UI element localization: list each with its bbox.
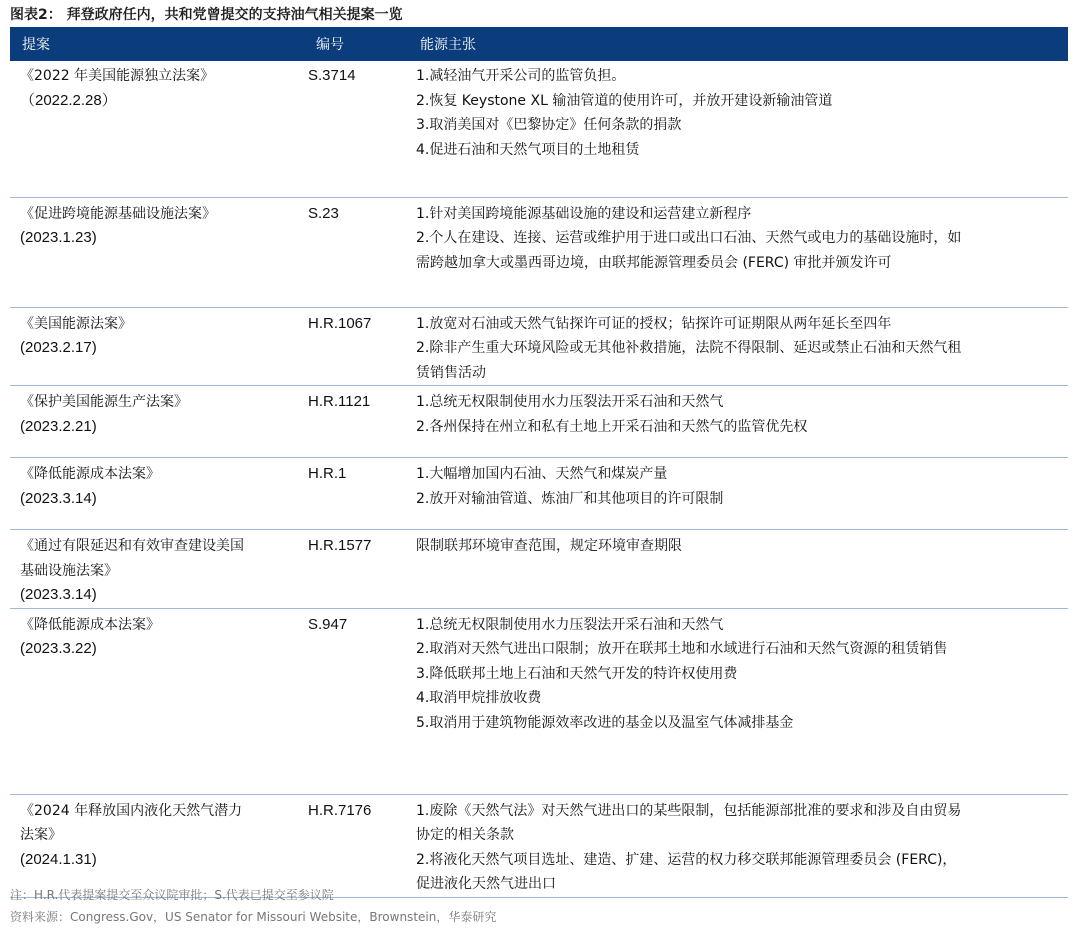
proposal-date: （2022.2.28） [20, 91, 117, 109]
proposal-cell [10, 458, 304, 530]
proposals-table [10, 27, 1068, 898]
energy-stance-line: 1.大幅增加国内石油、天然气和煤炭产量 [416, 466, 668, 482]
energy-stance-line: 协定的相关条款 [416, 827, 514, 843]
table-body [10, 61, 1068, 897]
footnotes [10, 884, 496, 928]
table-row [10, 386, 1068, 458]
bill-number: H.R.1067 [304, 307, 408, 386]
energy-stance-line: 5.取消用于建筑物能源效率改进的基金以及温室气体减排基金 [416, 714, 794, 731]
proposal-cell [10, 794, 304, 897]
note-text: 注：H.R.代表提案提交至众议院审批；S.代表已提交至参议院 [10, 888, 334, 902]
energy-stance-line: 赁销售活动 [416, 364, 486, 381]
proposal-name-line: 《美国能源法案》 [20, 315, 132, 332]
proposal-date: (2023.2.17) [20, 339, 97, 356]
energy-stance-line: 需跨越加拿大或墨西哥边境，由联邦能源管理委员会 (FERC) 审批并颁发许可 [416, 254, 892, 271]
proposal-cell [10, 608, 304, 794]
energy-stance-cell [408, 458, 1068, 530]
bill-number: H.R.1 [304, 458, 408, 530]
proposal-name-line: 《2024 年释放国内液化天然气潜力 [20, 802, 243, 819]
proposal-cell [10, 197, 304, 307]
proposal-name-line: 《促进跨境能源基础设施法案》 [20, 205, 216, 222]
proposal-date: (2023.1.23) [20, 229, 97, 246]
proposal-name-line: 基础设施法案》 [20, 562, 118, 579]
energy-stance-line: 1.减轻油气开采公司的监管负担。 [416, 68, 626, 84]
energy-stance-cell [408, 197, 1068, 307]
energy-stance-line: 促进液化天然气进出口 [416, 876, 556, 892]
energy-stance-line: 2.放开对输油管道、炼油厂和其他项目的许可限制 [416, 490, 724, 507]
energy-stance-line: 2.将液化天然气项目选址、建造、扩建、运营的权力移交联邦能源管理委员会 (FERC)， [416, 851, 957, 868]
bill-number: S.23 [304, 197, 408, 307]
energy-stance-line: 2.个人在建设、连接、运营或维护用于进口或出口石油、天然气或电力的基础设施时，如 [416, 230, 962, 246]
energy-stance-line: 2.除非产生重大环境风险或无其他补救措施，法院不得限制、延迟或禁止石油和天然气租 [416, 340, 962, 356]
energy-stance-line: 1.放宽对石油或天然气钻探许可证的授权；钻探许可证期限从两年延长至四年 [416, 315, 892, 332]
column-header-number: 编号 [304, 27, 408, 61]
proposal-date: (2023.3.14) [20, 586, 97, 603]
energy-stance-line: 3.取消美国对《巴黎协定》任何条款的捐款 [416, 117, 682, 133]
bill-number: H.R.1577 [304, 530, 408, 609]
proposal-cell [10, 61, 304, 197]
proposal-cell [10, 530, 304, 609]
table-row [10, 458, 1068, 530]
energy-stance-line: 3.降低联邦土地上石油和天然气开发的特许权使用费 [416, 665, 738, 682]
bill-number: H.R.7176 [304, 794, 408, 897]
proposal-name-line: 《降低能源成本法案》 [20, 466, 160, 482]
energy-stance-cell [408, 608, 1068, 794]
figure-title: 图表2： 拜登政府任内，共和党曾提交的支持油气相关提案一览 [10, 7, 403, 23]
proposal-name-line: 《通过有限延迟和有效审查建设美国 [20, 538, 244, 554]
energy-stance-cell [408, 307, 1068, 386]
proposal-date: (2023.3.22) [20, 640, 97, 657]
table-row [10, 530, 1068, 609]
energy-stance-cell [408, 530, 1068, 609]
proposal-date: (2023.2.21) [20, 417, 97, 435]
proposal-name-line: 《保护美国能源生产法案》 [20, 394, 188, 410]
energy-stance-line: 4.促进石油和天然气项目的土地租赁 [416, 141, 640, 158]
table-row [10, 61, 1068, 197]
energy-stance-line: 2.各州保持在州立和私有土地上开采石油和天然气的监管优先权 [416, 418, 808, 435]
bill-number: S.947 [304, 608, 408, 794]
bill-number: S.3714 [304, 61, 408, 197]
energy-stance-cell [408, 61, 1068, 197]
table-row [10, 307, 1068, 386]
column-header-proposal: 提案 [10, 27, 304, 61]
energy-stance-line: 4.取消甲烷排放收费 [416, 690, 542, 706]
proposal-name-line: 《降低能源成本法案》 [20, 616, 160, 633]
table-row [10, 608, 1068, 794]
energy-stance-line: 1.总统无权限制使用水力压裂法开采石油和天然气 [416, 394, 724, 410]
energy-stance-cell [408, 794, 1068, 897]
energy-stance-line: 2.恢复 Keystone XL 输油管道的使用许可，并放开建设新输油管道 [416, 92, 833, 109]
proposal-name-line: 法案》 [20, 827, 62, 843]
energy-stance-line: 限制联邦环境审查范围，规定环境审查期限 [416, 538, 682, 554]
energy-stance-cell [408, 386, 1068, 458]
proposal-cell [10, 386, 304, 458]
energy-stance-line: 1.总统无权限制使用水力压裂法开采石油和天然气 [416, 616, 724, 633]
energy-stance-line: 1.废除《天然气法》对天然气进出口的某些限制，包括能源部批准的要求和涉及自由贸易 [416, 802, 962, 819]
proposal-date: (2024.1.31) [20, 850, 97, 868]
energy-stance-line: 1.针对美国跨境能源基础设施的建设和运营建立新程序 [416, 205, 752, 222]
proposal-cell [10, 307, 304, 386]
table-header [10, 27, 1068, 61]
source-text: 资料来源：Congress.Gov，US Senator for Missouri Website，Brownstein，华泰研究 [10, 910, 497, 924]
energy-stance-line: 2.取消对天然气进出口限制；放开在联邦土地和水域进行石油和天然气资源的租赁销售 [416, 641, 948, 657]
table-row [10, 794, 1068, 897]
table-row [10, 197, 1068, 307]
bill-number: H.R.1121 [304, 386, 408, 458]
column-header-energy-stance: 能源主张 [408, 27, 1068, 61]
proposal-name-line: 《2022 年美国能源独立法案》 [20, 68, 215, 84]
proposal-date: (2023.3.14) [20, 489, 97, 507]
